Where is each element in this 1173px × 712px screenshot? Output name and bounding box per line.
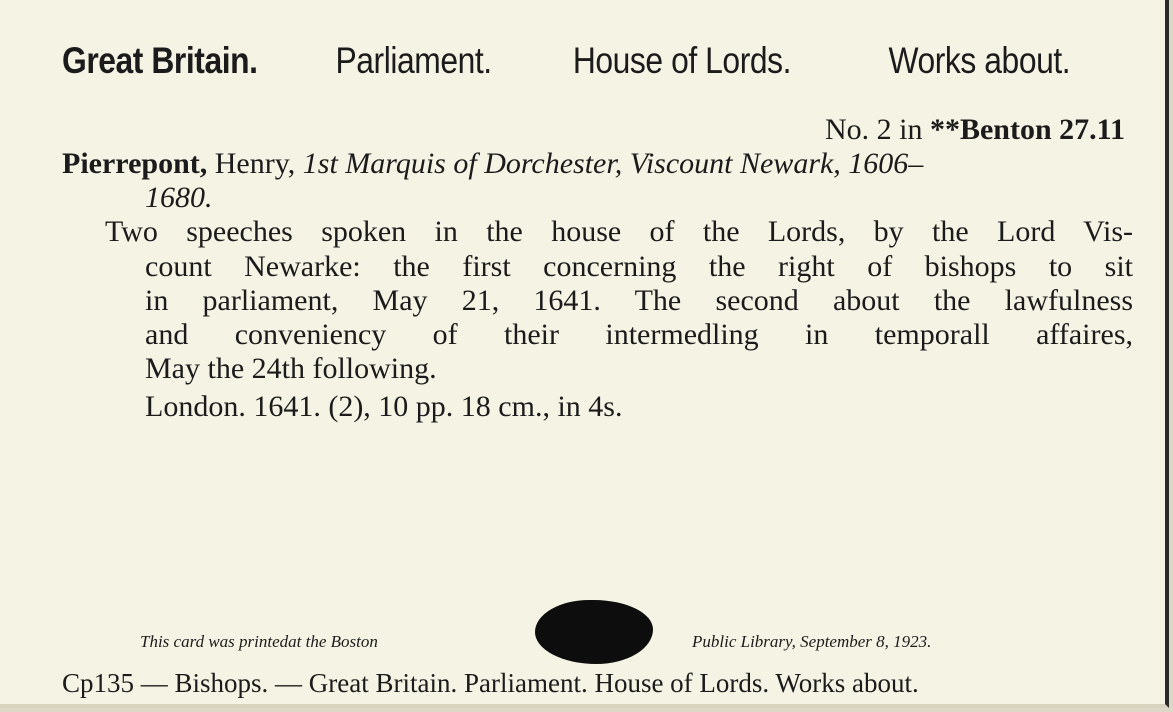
imprint: London. 1641. (2), 10 pp. 18 cm., in 4s. [145, 390, 623, 423]
call-number [825, 113, 1125, 147]
author-title: 1st Marquis of Dorchester, Viscount Newark, 1606– [302, 147, 924, 180]
printed-note-left: This card was printedat the Boston [140, 632, 378, 651]
title-line-2: count Newarke: the first concerning the right of bishops to sit [145, 250, 1133, 283]
call-number-prefix: No. 2 in [824, 113, 923, 146]
tracing-line: Cp135 — Bishops. — Great Britain. Parliament. House of Lords. Works about. [62, 668, 919, 698]
author-entry [62, 147, 923, 181]
heading-parliament: Parliament. [335, 40, 492, 81]
author-dates-continued: 1680. [145, 181, 213, 214]
ink-blot [535, 600, 653, 664]
heading-works-about: Works about. [888, 40, 1071, 81]
subject-heading [62, 40, 1071, 90]
heading-great-britain: Great Britain. [62, 40, 258, 81]
call-number-mark: **Benton 27.11 [929, 113, 1125, 146]
printed-note-right: Public Library, September 8, 1923. [692, 632, 932, 651]
author-forename: Henry, [214, 147, 296, 180]
author-surname: Pierrepont, [62, 147, 208, 180]
title-line-4: and conveniency of their intermedling in temporall affaires, [145, 318, 1133, 351]
title-line-5: May the 24th following. [145, 352, 437, 385]
title-line-3: in parliament, May 21, 1641. The second about the lawfulness [145, 284, 1133, 317]
title-line-1: Two speeches spoken in the house of the Lords, by the Lord Vis- [105, 215, 1133, 248]
heading-house-of-lords: House of Lords. [572, 40, 792, 81]
